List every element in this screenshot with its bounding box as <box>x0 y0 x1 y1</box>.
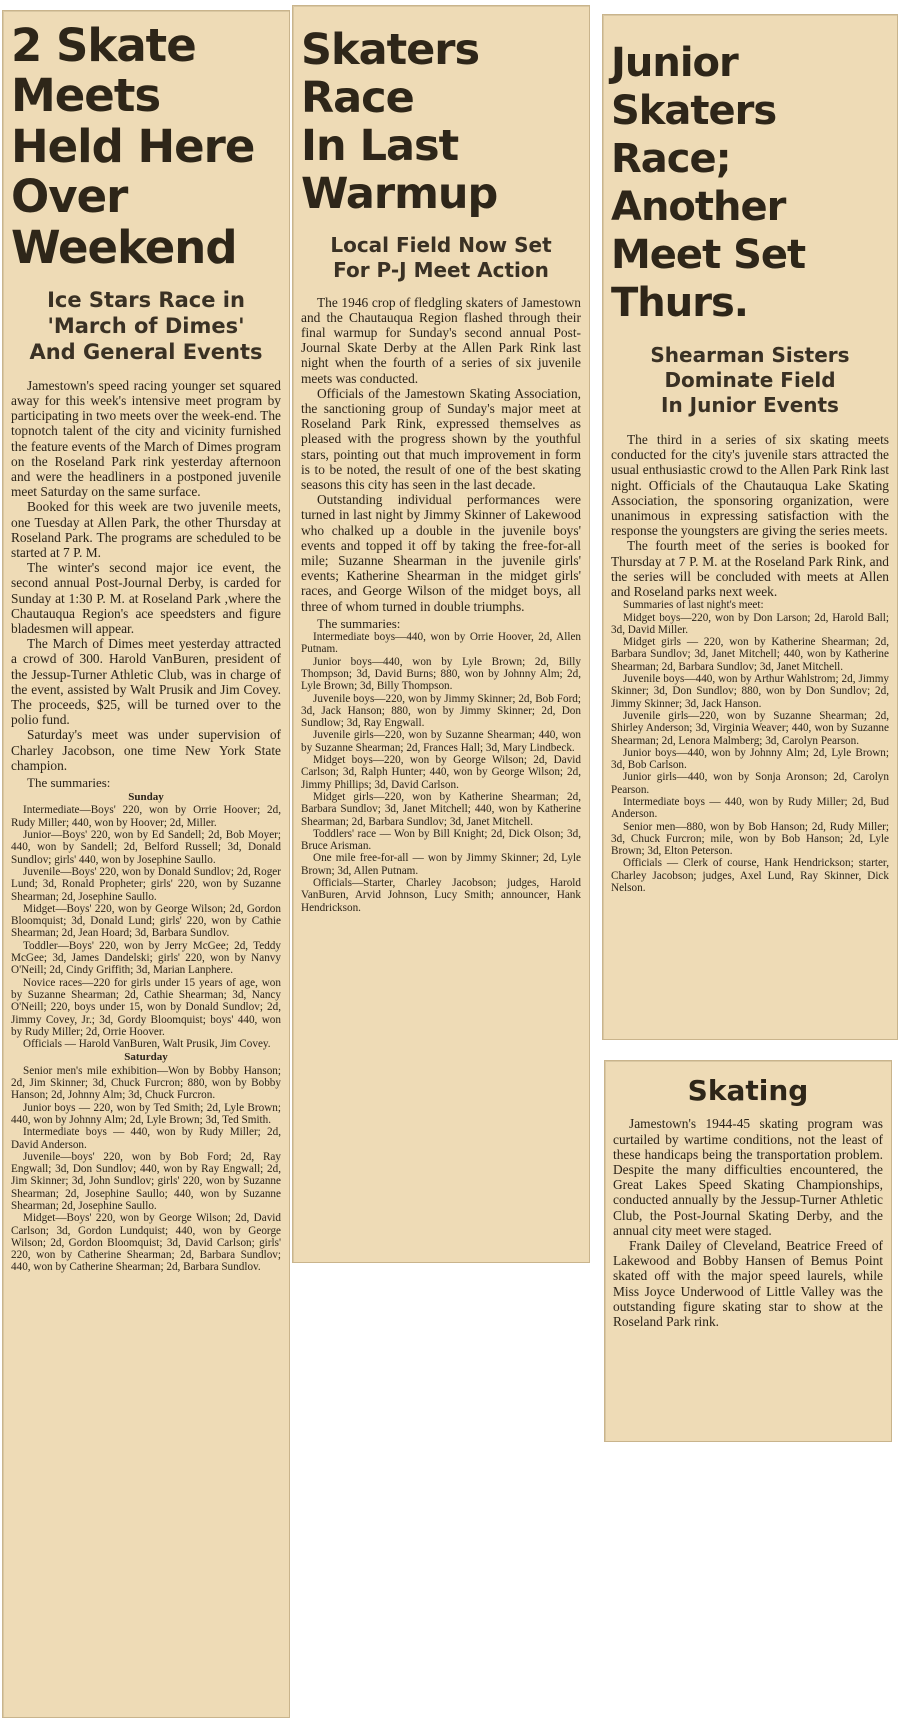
headline-line: Race; Another <box>611 136 786 230</box>
headline-line: 2 Skate Meets <box>11 19 196 123</box>
subheadline <box>611 343 889 418</box>
paragraph: The 1946 crop of fledgling skaters of Jamestown and the Chautauqua Region flashed through their final warmup for Sunday's second annual Post-Journal Skate Derby at the Allen Park Rink last night when the fourth of a series of six juvenile meets was conducted. <box>301 294 581 386</box>
article-clipping-junior-skaters <box>602 14 898 1040</box>
headline-line: Skating <box>687 1074 809 1107</box>
article-body <box>611 432 889 599</box>
article-clipping-last-warmup <box>292 5 590 1263</box>
paragraph: Outstanding individual performances were turned in last night by Jimmy Skinner of Lakewood who chalked up a double in the juvenile boys' events and topped it off by taking the free-for-all mile; Suzanne Shearman in the juvenile girls' events; Katherine Shearman in the midget girls' races, and George Wilson of the midget boys, all three of whom turned in double triumphs. <box>301 492 581 614</box>
result-item: Toddlers' race — Won by Bill Knight; 2d, Dick Olson; 3d, Bruce Arisman. <box>301 827 581 853</box>
results-list <box>301 631 581 914</box>
result-item: Officials — Clerk of course, Hank Hendrickson; starter, Charley Jacobson; judges, Axel Lund, Ray Skinner, Dick Nelson. <box>611 857 889 895</box>
subhead-line: Shearman Sisters <box>650 343 850 367</box>
result-item: Midget boys—220, won by George Wilson; 2d, David Carlson; 3d, Ralph Hunter; 440, won by George Wilson; 2d, Jimmy Phillips; 3d, David Carlson. <box>301 754 581 791</box>
result-item: Senior men—880, won by Bob Hanson; 2d, Rudy Miller; 3d, Chuck Furcron; mile, won by Bob Hanson; 2d, Lyle Brown; 3d, Elton Peterson. <box>611 820 889 858</box>
result-item: Officials — Harold VanBuren, Walt Prusik, Jim Covey. <box>23 1038 271 1051</box>
paragraph: The third in a series of six skating meets conducted for the city's juvenile stars attracted the usual enthusiastic crowd to the Allen Park Rink last night. Officials of the Chautauqua Lake Skating Association, the sponsoring organization, were unanimous in expressing satisfaction with the response the youngsters are giving the series meets. <box>611 432 889 539</box>
result-item: Intermediate boys—440, won by Orrie Hoover, 2d, Allen Putnam. <box>301 631 581 656</box>
results-list <box>611 599 889 894</box>
result-item: Junior girls—440, won by Sonja Aronson; 2d, Carolyn Pearson. <box>611 771 889 796</box>
headline-line: In Last Warmup <box>301 121 498 220</box>
result-item: Intermediate—Boys' 220, won by Orrie Hoover; 2d, Rudy Miller; 440, won by Hoover; 2d, Miller. <box>11 804 281 829</box>
article-body <box>613 1116 883 1329</box>
article-body <box>11 378 281 773</box>
summaries-label: Summaries of last night's meet: <box>623 599 764 612</box>
day-label: Sunday <box>128 791 164 804</box>
result-item: Toddler—Boys' 220, won by Jerry McGee; 2d, Teddy McGee; 3d, James Dandelski; girls' 220, won by Nanvy O'Neill; 2d, Cindy Griffith; 3d, Marian Lanphere. <box>11 939 281 977</box>
result-item: One mile free-for-all — won by Jimmy Skinner; 2d, Lyle Brown; 3d, Allen Putnam. <box>301 852 581 877</box>
results-list <box>11 791 281 1274</box>
result-item: Intermediate boys — 440, won by Rudy Miller; 2d, David Anderson. <box>11 1126 281 1151</box>
headline-line: Over Weekend <box>11 170 237 274</box>
result-item: Midget girls — 220, won by Katherine Shearman; 2d, Barbara Sundlov; 3d, Janet Mitchell; 440, won by Katherine Shearman; 2d, Barbara Sundlov; 3d, Janet Mitchell. <box>611 636 889 673</box>
result-item: Juvenile—boys' 220, won by Bob Ford; 2d, Ray Engwall; 3d, Don Sundlov; 440, won by Ray Engwall; 2d, Jim Skinner; 3d, John Sundlov; girls' 220, won by Suzanne Shearman; 2d, Josephine Saullo; 440, won by Suzanne Shearman; 2d, Josephine Saullo. <box>11 1150 281 1212</box>
paragraph: The winter's second major ice event, the second annual Post-Journal Derby, is carded for Sunday at 1:30 P. M. at Roseland Park ,where the Chautauqua Region's ace speedsters and figure bladesmen will appear. <box>11 560 281 636</box>
result-item: Juvenile—Boys' 220, won by Donald Sundlov; 2d, Roger Lund; 3d, Ronald Propheter; girls' 220, won by Suzanne Shearman; 2d, Josephine Saullo. <box>11 865 281 903</box>
result-item: Intermediate boys — 440, won by Rudy Miller; 2d, Bud Anderson. <box>611 795 889 821</box>
paragraph: Booked for this week are two juvenile meets, one Tuesday at Allen Park, the other Thursday at Roseland Park. The programs are scheduled to be started at 7 P. M. <box>11 499 281 560</box>
headline <box>301 26 581 219</box>
paragraph: The fourth meet of the series is booked for Thursday at 7 P. M. at the Roseland Park Rink, and the series will be concluded with meets at Allen and Roseland parks next week. <box>611 538 889 600</box>
result-item: Officials—Starter, Charley Jacobson; judges, Harold VanBuren, Arvid Johnson, Lucy Smith; announcer, Hank Hendrickson. <box>301 877 581 914</box>
subhead-line: Local Field Now Set <box>330 232 552 257</box>
result-item: Junior boys — 220, won by Ted Smith; 2d, Lyle Brown; 440, won by Johnny Alm; 2d, Lyle Brown; 3d, Ted Smith. <box>11 1101 281 1126</box>
subheadline <box>301 233 581 283</box>
result-item: Junior boys—440, won by Lyle Brown; 2d, Billy Thompson; 3d, David Burns; 880, won by Johnny Alm; 2d, Lyle Brown; 3d, Billy Thompson. <box>301 655 581 693</box>
result-item: Novice races—220 for girls under 15 years of age, won by Suzanne Shearman; 2d, Cathie Shearman; 3d, Nancy O'Neill; 220, boys under 15, won by Donald Sundlov; 2d, Jimmy Covey, Jr.; 3d, Gordy Bloomquist; boys' 440, won by Rudy Miller; 2d, Orrie Hoover. <box>11 976 281 1038</box>
paragraph: Jamestown's 1944-45 skating program was curtailed by wartime conditions, not the least of these handicaps being the transportation problem. Despite the many difficulties encountered, the Great Lakes Speed Skating Championships, conducted annually by the Jessup-Turner Athletic Club, the Post-Journal Skating Derby, and the annual city meet were staged. <box>613 1116 883 1238</box>
headline <box>613 1075 883 1106</box>
subheadline <box>11 287 281 366</box>
day-label: Saturday <box>124 1051 168 1064</box>
paragraph: Frank Dailey of Cleveland, Beatrice Freed of Lakewood and Bobby Hansen of Bemus Point skated off with the major speed laurels, while Miss Joyce Underwood of Little Valley was the outstanding figure skating star to show at the Roseland Park rink. <box>613 1237 883 1329</box>
subhead-line: Ice Stars Race in <box>47 287 245 312</box>
subhead-line: Dominate Field <box>664 368 836 392</box>
paragraph: Officials of the Jamestown Skating Association, the sanctioning group of Sunday's major meet at Roseland Park Rink, expressed themselves as pleased with the progress shown by the youthful stars, pointing out that much improvement in form is to be noted, the result of one of the best skating seasons this city has seen in the last decade. <box>301 385 581 493</box>
result-item: Midget—Boys' 220, won by George Wilson; 2d, Gordon Bloomquist; 3d, Donald Lund; girls' 220, won by Cathie Shearman; 2d, Jean Hoard; 3d, Barbara Sundlov. <box>11 902 281 940</box>
result-item: Senior men's mile exhibition—Won by Bobby Hanson; 2d, Jim Skinner; 3d, Chuck Furcron; 880, won by Bobby Hanson; 2d, Johnny Alm; 3d, Chuck Furcron. <box>11 1064 281 1102</box>
paragraph: The March of Dimes meet yesterday attracted a crowd of 300. Harold VanBuren, president of the Jessup-Turner Athletic Club, was in charge of the event, assisted by Walt Prusik and Jim Covey. The proceeds, $25, will be turned over to the polio fund. <box>11 636 281 728</box>
result-item: Juvenile boys—440, won by Arthur Wahlstrom; 2d, Jimmy Skinner; 3d, Don Sundlov; 880, won by Don Sundlov; 2d, Jimmy Skinner; 3d, Jack Hanson. <box>611 673 889 710</box>
result-item: Midget girls—220, won by Katherine Shearman; 2d, Barbara Sundlov; 3d, Janet Mitchell; 440, won by Katherine Shearman; 2d, Barbara Sundlov; 3d, Janet Mitchell. <box>301 790 581 828</box>
subhead-line: In Junior Events <box>661 393 839 417</box>
headline <box>11 21 281 273</box>
subhead-line: For P-J Meet Action <box>333 257 549 282</box>
headline <box>611 39 889 327</box>
result-item: Midget—Boys' 220, won by George Wilson; 2d, David Carlson; 3d, Gordon Lundquist; 440, won by George Wilson; 2d, Gordon Bloomquist; 3d, David Carlson; girls' 220, won by Catherine Shearman; 2d, Barbara Sundlov; 440, won by Catherine Shearman; 2d, Barbara Sundlov. <box>11 1212 281 1274</box>
article-body <box>301 295 581 614</box>
headline-line: Junior Skaters <box>611 40 777 134</box>
article-clipping-skating-review <box>604 1060 892 1442</box>
result-item: Juvenile girls—220, won by Suzanne Shearman; 2d, Shirley Anderson; 3d, Virginia Weaver; 440, won by Suzanne Shearman; 2d, Lenora Malmberg; 3d, Carolyn Pearson. <box>611 709 889 747</box>
result-item: Juvenile boys—220, won by Jimmy Skinner; 2d, Bob Ford; 3d, Jack Hanson; 880, won by Jimmy Skinner; 2d, Don Sundlow; 3d, Ray Engwall. <box>301 692 581 730</box>
subhead-line: And General Events <box>29 340 263 365</box>
headline-line: Skaters Race <box>301 25 480 124</box>
summaries-label: The summaries: <box>317 615 401 631</box>
subhead-line: 'March of Dimes' <box>47 314 245 339</box>
summaries-label: The summaries: <box>27 774 111 790</box>
article-clipping-weekend-meets <box>2 10 290 1718</box>
result-item: Junior boys—440, won by Johnny Alm; 2d, Lyle Brown; 3d, Bob Carlson. <box>611 746 889 772</box>
paragraph: Jamestown's speed racing younger set squared away for this week's intensive meet program by participating in two meets over the week-end. The topnotch talent of the city and vicinity furnished the feature events of the March of Dimes program on the Roseland Park rink yesterday afternoon and were the headliners in a postponed juvenile meet Saturday on the same surface. <box>11 377 281 500</box>
result-item: Junior—Boys' 220, won by Ed Sandell; 2d, Bob Moyer; 440, won by Sandell; 2d, Belford Russell; 3d, Donald Sundlov; girls' 440, won by Josephine Saullo. <box>11 829 281 866</box>
headline-line: Meet Set Thurs. <box>611 232 806 326</box>
result-item: Juvenile girls—220, won by Suzanne Shearman; 440, won by Suzanne Shearman; 2d, Frances Hall; 3d, Mary Lindbeck. <box>301 729 581 754</box>
headline-line: Held Here <box>11 119 255 173</box>
result-item: Midget boys—220, won by Don Larson; 2d, Harold Ball; 3d, David Miller. <box>611 611 889 636</box>
paragraph: Saturday's meet was under supervision of Charley Jacobson, one time New York State champion. <box>11 727 281 773</box>
